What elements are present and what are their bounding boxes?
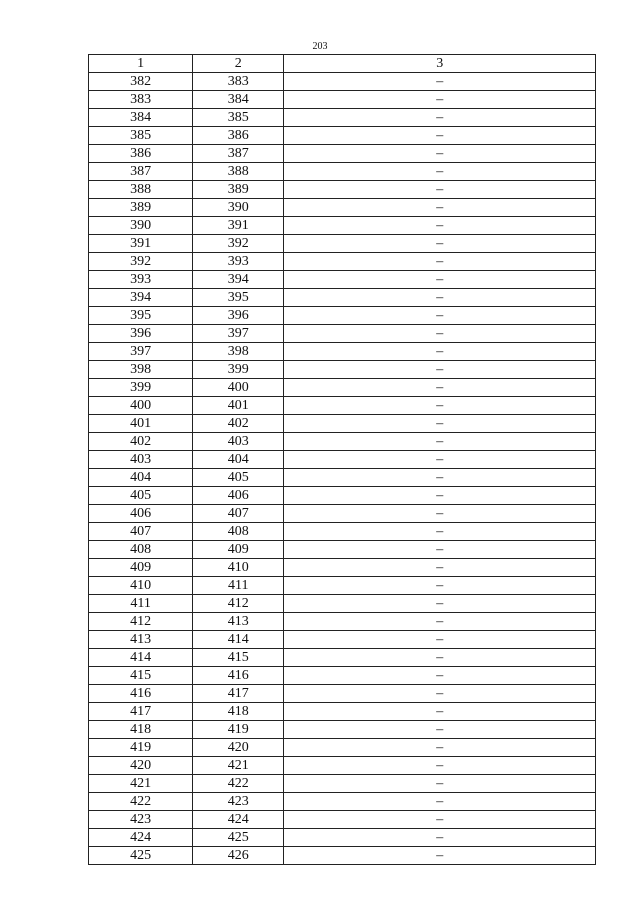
table-cell-col-1: 387 <box>89 163 193 181</box>
table-row <box>89 217 596 235</box>
table-cell-col-2: 396 <box>193 307 284 325</box>
table-cell-col-3: – <box>284 595 596 613</box>
table-cell-col-2: 392 <box>193 235 284 253</box>
table-row <box>89 415 596 433</box>
table-row <box>89 181 596 199</box>
table-cell-col-2: 406 <box>193 487 284 505</box>
table-row <box>89 721 596 739</box>
table-cell-col-3: – <box>284 469 596 487</box>
header-row <box>89 55 596 73</box>
table-cell-col-3: – <box>284 217 596 235</box>
table-cell-col-1: 393 <box>89 271 193 289</box>
table-cell-col-3: – <box>284 793 596 811</box>
table-cell-col-3: – <box>284 685 596 703</box>
table-row <box>89 775 596 793</box>
table-cell-col-1: 383 <box>89 91 193 109</box>
table-cell-col-2: 390 <box>193 199 284 217</box>
table-cell-col-1: 413 <box>89 631 193 649</box>
table-cell-col-1: 382 <box>89 73 193 91</box>
table-cell-col-1: 407 <box>89 523 193 541</box>
table-cell-col-2: 383 <box>193 73 284 91</box>
table-cell-col-3: – <box>284 181 596 199</box>
column-header-3: 3 <box>284 55 596 73</box>
table-row <box>89 235 596 253</box>
table-cell-col-3: – <box>284 361 596 379</box>
table-row <box>89 811 596 829</box>
table-cell-col-3: – <box>284 631 596 649</box>
table-cell-col-3: – <box>284 253 596 271</box>
table-cell-col-1: 385 <box>89 127 193 145</box>
table-cell-col-2: 398 <box>193 343 284 361</box>
table-cell-col-1: 399 <box>89 379 193 397</box>
table-row <box>89 379 596 397</box>
table-cell-col-3: – <box>284 541 596 559</box>
table-cell-col-2: 409 <box>193 541 284 559</box>
table-cell-col-2: 422 <box>193 775 284 793</box>
table-cell-col-1: 414 <box>89 649 193 667</box>
table-cell-col-1: 394 <box>89 289 193 307</box>
table-cell-col-3: – <box>284 289 596 307</box>
table-cell-col-2: 404 <box>193 451 284 469</box>
table-cell-col-2: 384 <box>193 91 284 109</box>
table-cell-col-1: 397 <box>89 343 193 361</box>
table-row <box>89 523 596 541</box>
table-row <box>89 667 596 685</box>
table-cell-col-3: – <box>284 109 596 127</box>
table-cell-col-1: 415 <box>89 667 193 685</box>
table-cell-col-1: 400 <box>89 397 193 415</box>
table-cell-col-3: – <box>284 325 596 343</box>
table-cell-col-2: 393 <box>193 253 284 271</box>
table-row <box>89 505 596 523</box>
table-body <box>89 73 596 865</box>
table-cell-col-3: – <box>284 775 596 793</box>
table-cell-col-1: 404 <box>89 469 193 487</box>
table-row <box>89 127 596 145</box>
table-cell-col-2: 386 <box>193 127 284 145</box>
table-cell-col-3: – <box>284 721 596 739</box>
table-row <box>89 631 596 649</box>
table-cell-col-3: – <box>284 505 596 523</box>
table-cell-col-2: 412 <box>193 595 284 613</box>
table-row <box>89 199 596 217</box>
table-cell-col-2: 388 <box>193 163 284 181</box>
table-cell-col-3: – <box>284 73 596 91</box>
table-cell-col-3: – <box>284 307 596 325</box>
table-cell-col-1: 416 <box>89 685 193 703</box>
table-cell-col-2: 418 <box>193 703 284 721</box>
table-cell-col-2: 414 <box>193 631 284 649</box>
table-cell-col-3: – <box>284 649 596 667</box>
table-cell-col-1: 386 <box>89 145 193 163</box>
table-row <box>89 361 596 379</box>
table-cell-col-1: 421 <box>89 775 193 793</box>
table-cell-col-1: 402 <box>89 433 193 451</box>
table-cell-col-1: 409 <box>89 559 193 577</box>
table-cell-col-2: 419 <box>193 721 284 739</box>
table-cell-col-3: – <box>284 577 596 595</box>
table-cell-col-3: – <box>284 487 596 505</box>
table-cell-col-1: 424 <box>89 829 193 847</box>
table-cell-col-2: 425 <box>193 829 284 847</box>
table-cell-col-1: 425 <box>89 847 193 865</box>
table-cell-col-3: – <box>284 559 596 577</box>
table-cell-col-1: 408 <box>89 541 193 559</box>
table-cell-col-1: 401 <box>89 415 193 433</box>
table-cell-col-3: – <box>284 613 596 631</box>
table-cell-col-1: 389 <box>89 199 193 217</box>
table-cell-col-1: 420 <box>89 757 193 775</box>
table-cell-col-1: 422 <box>89 793 193 811</box>
table-cell-col-1: 412 <box>89 613 193 631</box>
table-cell-col-1: 406 <box>89 505 193 523</box>
table-cell-col-3: – <box>284 739 596 757</box>
table-row <box>89 757 596 775</box>
table-row <box>89 703 596 721</box>
table-cell-col-2: 402 <box>193 415 284 433</box>
table-cell-col-2: 417 <box>193 685 284 703</box>
table-row <box>89 433 596 451</box>
table-row <box>89 325 596 343</box>
table-cell-col-2: 395 <box>193 289 284 307</box>
table-row <box>89 793 596 811</box>
table-row <box>89 595 596 613</box>
table-cell-col-2: 420 <box>193 739 284 757</box>
table-cell-col-3: – <box>284 199 596 217</box>
table-row <box>89 469 596 487</box>
table-cell-col-3: – <box>284 145 596 163</box>
table-cell-col-2: 405 <box>193 469 284 487</box>
table-row <box>89 541 596 559</box>
table-cell-col-1: 410 <box>89 577 193 595</box>
table-row <box>89 163 596 181</box>
table-row <box>89 613 596 631</box>
table-cell-col-3: – <box>284 667 596 685</box>
table-cell-col-3: – <box>284 829 596 847</box>
table-cell-col-2: 423 <box>193 793 284 811</box>
table-cell-col-2: 403 <box>193 433 284 451</box>
table-cell-col-3: – <box>284 91 596 109</box>
table-cell-col-2: 385 <box>193 109 284 127</box>
table-cell-col-1: 384 <box>89 109 193 127</box>
table-row <box>89 343 596 361</box>
table-row <box>89 487 596 505</box>
table-cell-col-3: – <box>284 811 596 829</box>
table-cell-col-2: 400 <box>193 379 284 397</box>
table-cell-col-1: 390 <box>89 217 193 235</box>
table-cell-col-1: 388 <box>89 181 193 199</box>
table-cell-col-2: 387 <box>193 145 284 163</box>
table-cell-col-1: 411 <box>89 595 193 613</box>
table-cell-col-2: 408 <box>193 523 284 541</box>
table-row <box>89 847 596 865</box>
table-cell-col-2: 407 <box>193 505 284 523</box>
table-cell-col-2: 411 <box>193 577 284 595</box>
table-row <box>89 307 596 325</box>
table-row <box>89 685 596 703</box>
table-cell-col-3: – <box>284 703 596 721</box>
table-cell-col-3: – <box>284 379 596 397</box>
table-cell-col-3: – <box>284 757 596 775</box>
table-cell-col-2: 410 <box>193 559 284 577</box>
table-cell-col-3: – <box>284 847 596 865</box>
table-cell-col-2: 413 <box>193 613 284 631</box>
table-cell-col-1: 423 <box>89 811 193 829</box>
page-number: 203 <box>312 41 328 52</box>
table-cell-col-3: – <box>284 163 596 181</box>
table-cell-col-2: 399 <box>193 361 284 379</box>
table-cell-col-2: 401 <box>193 397 284 415</box>
table-row <box>89 73 596 91</box>
table-cell-col-2: 416 <box>193 667 284 685</box>
table-cell-col-2: 424 <box>193 811 284 829</box>
table-cell-col-1: 391 <box>89 235 193 253</box>
table-row <box>89 739 596 757</box>
table-row <box>89 649 596 667</box>
table-cell-col-3: – <box>284 397 596 415</box>
table-row <box>89 829 596 847</box>
table-row <box>89 145 596 163</box>
table-cell-col-2: 421 <box>193 757 284 775</box>
table-cell-col-2: 391 <box>193 217 284 235</box>
table-row <box>89 451 596 469</box>
table-cell-col-3: – <box>284 523 596 541</box>
table-cell-col-3: – <box>284 415 596 433</box>
table-cell-col-1: 398 <box>89 361 193 379</box>
table-cell-col-3: – <box>284 271 596 289</box>
data-table <box>88 54 596 865</box>
table-row <box>89 559 596 577</box>
table-cell-col-1: 417 <box>89 703 193 721</box>
table-cell-col-3: – <box>284 235 596 253</box>
table-cell-col-1: 405 <box>89 487 193 505</box>
table-cell-col-2: 397 <box>193 325 284 343</box>
table-cell-col-3: – <box>284 451 596 469</box>
table-row <box>89 109 596 127</box>
table-row <box>89 289 596 307</box>
table-cell-col-1: 419 <box>89 739 193 757</box>
table-cell-col-2: 389 <box>193 181 284 199</box>
table-row <box>89 253 596 271</box>
table-cell-col-1: 396 <box>89 325 193 343</box>
table-cell-col-2: 426 <box>193 847 284 865</box>
table-row <box>89 397 596 415</box>
table-cell-col-1: 403 <box>89 451 193 469</box>
table-row <box>89 91 596 109</box>
table-cell-col-3: – <box>284 433 596 451</box>
column-header-2: 2 <box>193 55 284 73</box>
table-cell-col-3: – <box>284 127 596 145</box>
table-cell-col-3: – <box>284 343 596 361</box>
table-cell-col-1: 418 <box>89 721 193 739</box>
table-cell-col-2: 394 <box>193 271 284 289</box>
table-cell-col-1: 395 <box>89 307 193 325</box>
table-cell-col-1: 392 <box>89 253 193 271</box>
column-header-1: 1 <box>89 55 193 73</box>
table-row <box>89 271 596 289</box>
table-row <box>89 577 596 595</box>
table-cell-col-2: 415 <box>193 649 284 667</box>
